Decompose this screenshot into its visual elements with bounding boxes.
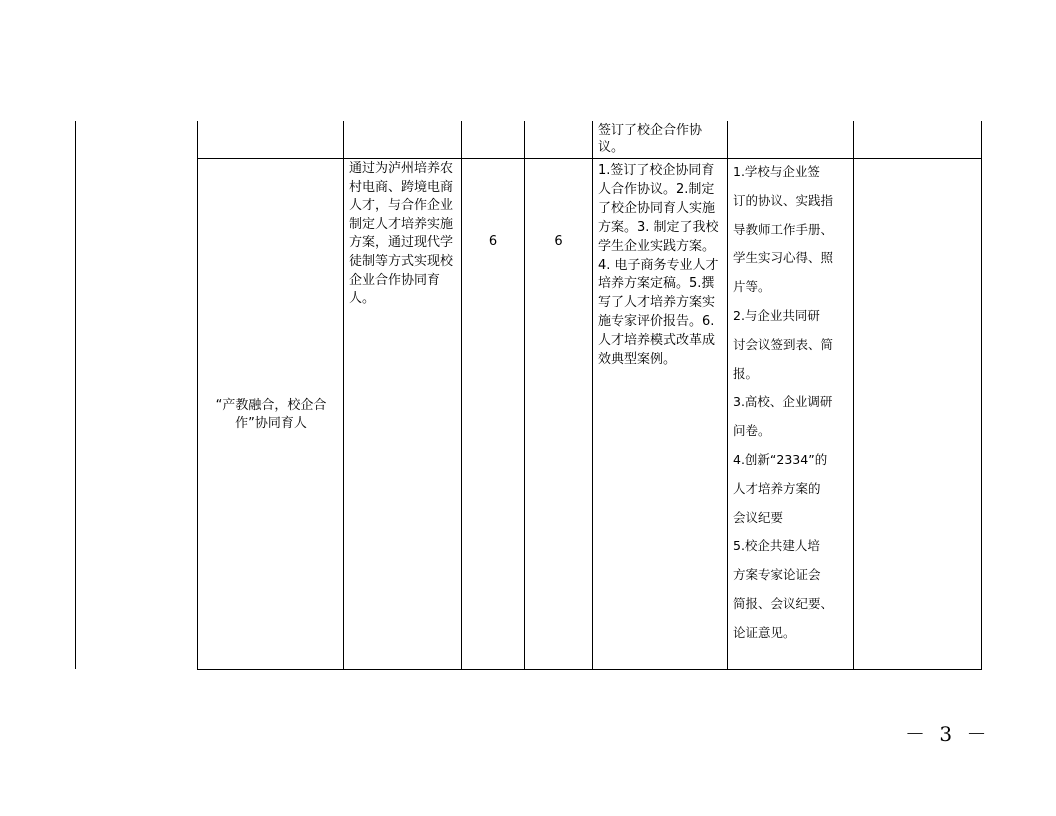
evidence-line: 简报、会议纪要、 [733,595,834,611]
target-cell [349,160,457,309]
project-name: “产教融合，校企合作”协同育人 [215,398,327,431]
score-b: 6 [554,234,563,249]
table-border-left [197,121,198,670]
table-border-right [981,121,982,670]
evidence-line: 问卷。 [733,423,771,439]
evidence-line: 导教师工作手册、 [733,221,834,237]
evidence-line: 人才培养方案的 [733,480,821,496]
table-col-divider-1 [343,121,344,670]
top-row-achievement-text: 签订了校企合作协议。 [598,123,703,155]
left-margin-line [75,121,76,669]
evidence-line: 片等。 [733,279,771,295]
evidence-line: 会议纪要 [733,509,784,525]
score-a-cell [462,233,524,250]
evidence-line: 3.高校、企业调研 [733,394,833,410]
score-a: 6 [488,234,498,249]
evidence-line: 报。 [733,365,759,381]
table-row-divider [197,158,982,159]
table-border-bottom [197,669,982,670]
table-col-divider-4 [592,121,593,670]
evidence-line: 讨会议签到表、简 [733,336,834,352]
evidence-line: 论证意见。 [733,624,796,640]
table-col-divider-2 [461,121,462,670]
evidence-line: 5.校企共建人培 [733,538,820,554]
evidence-line: 学生实习心得、照 [733,250,834,266]
evidence-line: 方案专家论证会 [733,567,821,583]
table-col-divider-6 [853,121,854,670]
score-b-cell [525,233,592,250]
achievements-cell [598,162,725,370]
evidence-line: 2.与企业共同研 [733,307,820,323]
project-name-cell [204,397,338,433]
evidence-line: 订的协议、实践指 [733,192,834,208]
achievements-text: 1.签订了校企协同育人合作协议。2.制定了校企协同育人实施方案。3. 制定了我校学生企业实践方案。4. 电子商务专业人才培养方案定稿。5.撰写了人才培养方案实施专家评价报告。6.人才培养模式改革成效典型案例。 [598,163,719,368]
table-col-divider-5 [727,121,728,670]
page-number: － 3 － [905,722,991,746]
top-row-achievement-cell [598,122,724,156]
evidence-line: 4.创新“2334”的 [733,451,828,467]
target-text: 通过为泸州培养农村电商、跨境电商人才，与合作企业制定人才培养实施方案，通过现代学徒制等方式实现校企业合作协同育人。 [349,161,454,307]
evidence-line: 1.学校与企业签 [733,164,820,179]
evidence-cell [733,158,851,648]
table-col-divider-3 [524,121,525,670]
